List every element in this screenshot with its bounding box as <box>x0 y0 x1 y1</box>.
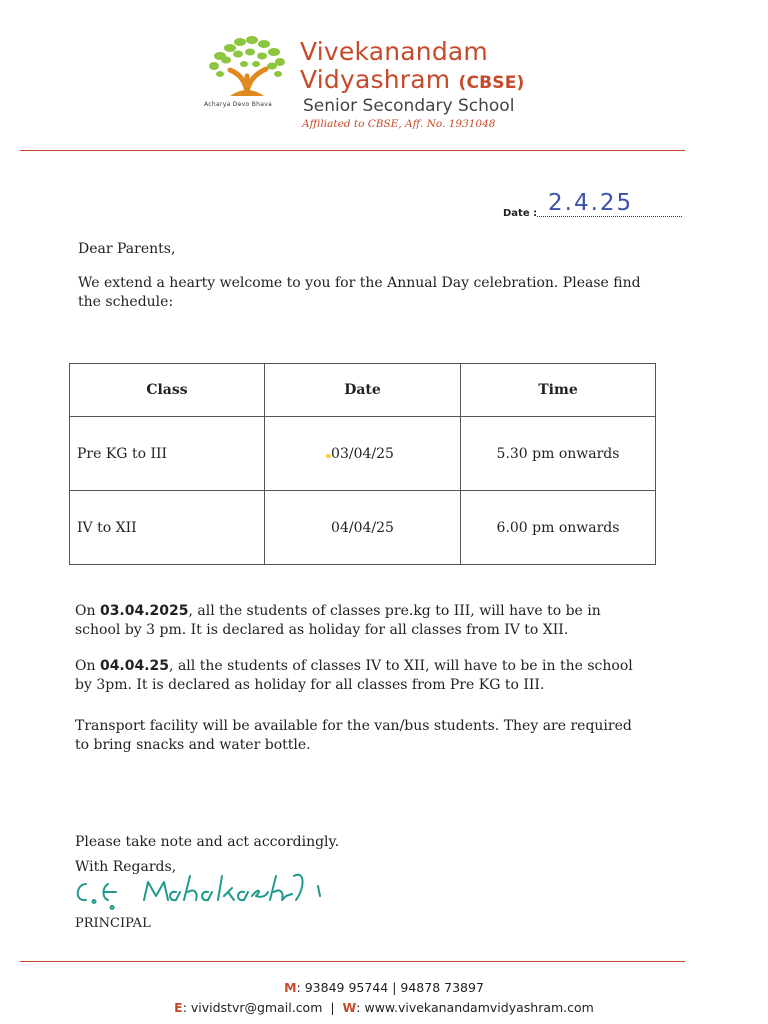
column-header-time: Time <box>461 364 656 417</box>
date-label: Date : <box>503 208 538 219</box>
footer-website: : www.vivekanandamvidyashram.com <box>356 1000 594 1015</box>
intro-paragraph: We extend a hearty welcome to you for the Annual Day celebration. Please find the schedule: <box>78 275 641 310</box>
footer-email: : vividstvr@gmail.com <box>182 1000 323 1015</box>
school-name-line2: Vidyashram (CBSE) <box>300 65 525 94</box>
table-row <box>70 417 656 491</box>
paragraph-iv-xii: On 04.04.25, all the students of classes IV to XII, will have to be in the school by 3pm. It is declared as holiday for all classes from Pre KG to III. <box>75 658 633 693</box>
school-subtitle: Senior Secondary School <box>303 96 515 116</box>
school-name-line1: Vivekanandam <box>300 37 488 66</box>
cell-class: Pre KG to III <box>70 417 265 491</box>
closing-note: Please take note and act accordingly. <box>75 834 340 850</box>
greeting: Dear Parents, <box>78 241 176 257</box>
school-name <box>300 38 525 97</box>
footer-divider <box>20 961 685 962</box>
principal-title: PRINCIPAL <box>75 916 151 931</box>
highlighted-date: 03/04/25 <box>331 445 394 462</box>
date-bold: 04.04.25 <box>99 658 170 674</box>
cell-time: 5.30 pm onwards <box>461 417 656 491</box>
handwritten-date: 2.4.25 <box>548 190 634 216</box>
affiliation-text: Affiliated to CBSE, Aff. No. 1931048 <box>302 118 496 130</box>
paragraph-pre-kg: On 03.04.2025, all the students of classes pre.kg to III, will have to be in school by 3 pm. It is declared as holiday for all classes from IV to XII. <box>75 603 601 638</box>
footer-mobile: M: 93849 95744 | 94878 73897 <box>284 980 484 995</box>
cell-time: 6.00 pm onwards <box>461 491 656 565</box>
column-header-class: Class <box>70 364 265 417</box>
table-row <box>70 491 656 565</box>
schedule-table <box>69 363 656 565</box>
header-divider <box>20 150 685 151</box>
cbse-label: (CBSE) <box>458 73 525 93</box>
principal-signature <box>72 866 342 914</box>
cell-date <box>265 417 461 491</box>
footer-contact: E: vividstvr@gmail.com | W: www.vivekanandamvidyashram.com <box>174 1000 594 1015</box>
closing-regards: With Regards, <box>75 859 177 875</box>
school-motto: Acharya Devo Bhava <box>204 101 273 108</box>
paragraph-transport: Transport facility will be available for the van/bus students. They are required to bring snacks and water bottle. <box>75 718 632 753</box>
cell-date: 04/04/25 <box>265 491 461 565</box>
date-bold: 03.04.2025 <box>99 603 189 619</box>
tree-icon <box>209 36 285 96</box>
cell-class: IV to XII <box>70 491 265 565</box>
column-header-date: Date <box>265 364 461 417</box>
table-header-row <box>70 364 656 417</box>
